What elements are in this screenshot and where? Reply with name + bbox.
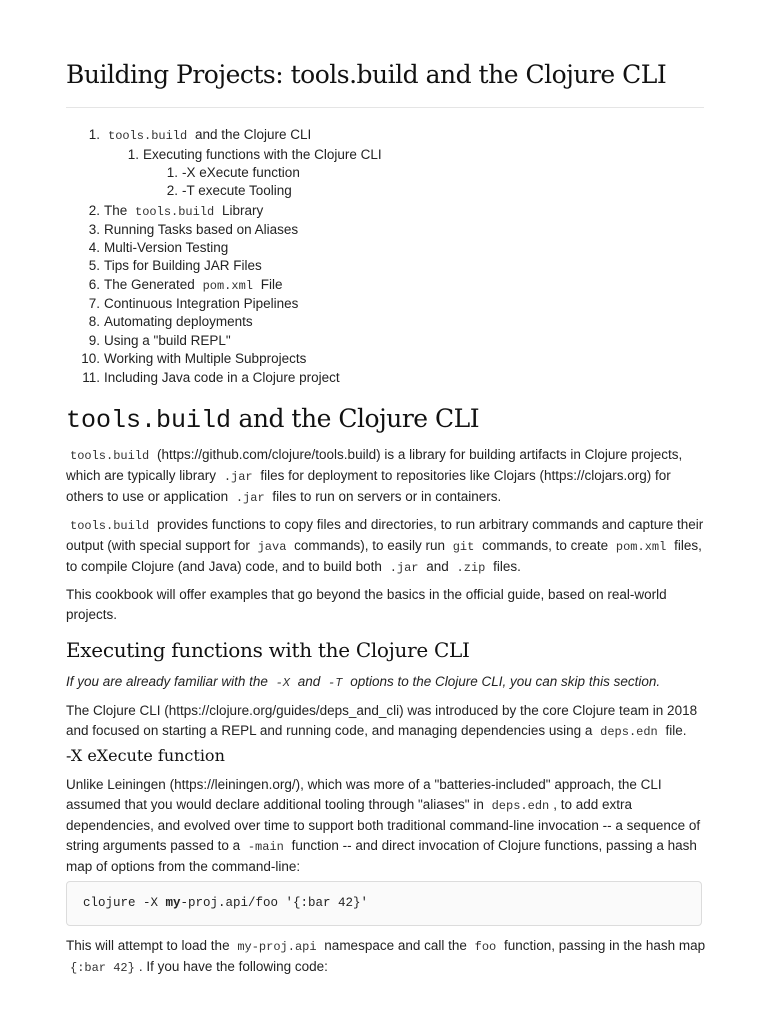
inline-code: foo [474,940,497,954]
inline-code: tools.build [70,519,150,533]
toc-item[interactable] [66,221,298,239]
paragraph-text: (https://github.com/clojure/tools.build) is a library for building artifacts in Clojure projects, which are typically library [66,447,683,483]
toc-item[interactable] [66,276,283,294]
toc-item-number: 1. [166,165,178,180]
toc-item-label: -X eXecute function [182,165,300,180]
toc-item-number: 9. [88,333,100,348]
toc-item-number: 2. [88,203,100,218]
paragraph [66,515,706,578]
toc-item[interactable] [144,182,292,200]
toc-item-number: 1. [127,147,139,162]
paragraph-text: If you are already familiar with the [66,674,272,689]
toc-item-number: 5. [88,258,100,273]
toc-item[interactable] [66,369,340,387]
paragraph [66,936,706,978]
paragraph-text: Unlike Leiningen (https://leiningen.org/), which was more of a "batteries-included" approach, the CLI assumed that you would declare additional tooling through "aliases" in [66,777,662,812]
toc-item-code: tools.build [108,129,188,143]
paragraph-text: and [422,559,453,574]
toc-item[interactable] [66,350,306,368]
paragraph-text: provides functions to copy files and directories, to run arbitrary commands and capture their output (with special support for [66,517,704,553]
paragraph [66,672,706,693]
paragraph [66,701,706,742]
toc-item-label: Working with Multiple Subprojects [104,351,307,366]
toc-item-label: Using a "build REPL" [104,333,231,348]
inline-code: java [257,540,287,554]
toc-item[interactable] [144,164,300,182]
paragraph-text: commands), to easily run [290,538,449,553]
paragraph-text: function -- and direct invocation of Clojure functions, passing a hash map of options from the command-line: [66,838,697,874]
toc-item-number: 2. [166,183,178,198]
toc-item[interactable] [66,126,311,144]
inline-code: tools.build [70,449,150,463]
toc-item[interactable] [66,239,228,257]
toc-item-label: The [104,203,132,218]
subsection-heading: -X eXecute function [66,746,225,765]
inline-code: my-proj.api [237,940,317,954]
heading-text: and the Clojure CLI [231,404,480,433]
code-block[interactable] [66,881,702,926]
paragraph-text: files for deployment to repositories like Clojars (https://clojars.org) for others to use or application [66,468,671,504]
toc-item-label: Executing functions with the Clojure CLI [143,147,382,162]
toc-item-code: pom.xml [202,279,253,293]
toc-item-number: 3. [88,222,100,237]
toc-item-label: Tips for Building JAR Files [104,258,262,273]
code-keyword: my [165,896,181,910]
code-line [83,896,368,910]
toc-item[interactable] [66,332,231,350]
heading-code: tools.build [66,406,232,435]
paragraph [66,445,706,508]
inline-code: git [452,540,475,554]
inline-code: pom.xml [615,540,667,554]
inline-code: -X [275,676,290,690]
toc-item-label: Including Java code in a Clojure project [104,370,340,385]
title-divider [66,107,704,108]
page-title: Building Projects: tools.build and the Clojure CLI [66,60,667,89]
toc-item-number: 6. [88,277,100,292]
paragraph-text: files to run on servers or in containers. [268,489,502,504]
paragraph-text: . If you have the following code: [138,959,328,974]
toc-item-label: and the Clojure CLI [191,127,312,142]
code-text: clojure -X [83,896,166,910]
paragraph-text: This will attempt to load the [66,938,234,953]
code-text: -proj.api/foo '{:bar 42}' [180,896,369,910]
toc-item-label: Automating deployments [104,314,253,329]
section-heading [66,404,479,435]
paragraph-text: function, passing in the hash map [500,938,706,953]
toc-item-label: Running Tasks based on Aliases [104,222,299,237]
toc-item-number: 7. [88,296,100,311]
toc-item-number: 11. [82,370,100,385]
toc-item[interactable] [66,257,262,275]
paragraph-text: commands, to create [478,538,612,553]
inline-code: deps.edn [491,799,550,813]
toc-item[interactable] [66,202,263,220]
toc-item-number: 8. [88,314,100,329]
toc-item[interactable] [66,295,298,313]
toc-item-number: 10. [81,351,100,366]
inline-code: {:bar 42} [70,961,135,975]
paragraph-text: file. [661,723,687,738]
toc-item-label: Library [218,203,264,218]
paragraph-text: options to the Clojure CLI, you can skip this section. [346,674,661,689]
inline-code: .jar [223,470,253,484]
toc-item-label: The Generated [104,277,199,292]
paragraph-text: The Clojure CLI (https://clojure.org/guides/deps_and_cli) was introduced by the core Clojure team in 2018 and focused on starting a REPL and running code, and managing dependencies using a [66,703,698,738]
toc-item-code: tools.build [135,205,215,219]
toc-item[interactable] [105,146,382,164]
inline-code: -T [328,676,343,690]
toc-item-label: File [256,277,283,292]
inline-code: .jar [389,561,419,575]
toc-item[interactable] [66,313,253,331]
inline-code: .jar [235,491,265,505]
paragraph-text: files. [489,559,521,574]
section-heading: Executing functions with the Clojure CLI [66,638,470,662]
inline-code: -main [247,840,284,854]
paragraph: This cookbook will offer examples that go beyond the basics in the official guide, based on real-world projects. [66,587,667,622]
paragraph [66,775,706,877]
paragraph-text: , to add extra dependencies, and evolved over time to support both traditional command-line invocation -- a sequence of string arguments passed to a [66,797,701,853]
paragraph-text: files, to compile Clojure (and Java) code, and to build both [66,538,702,574]
paragraph-text: and [294,674,325,689]
inline-code: .zip [456,561,486,575]
toc-item-label: Continuous Integration Pipelines [104,296,299,311]
paragraph-text: namespace and call the [320,938,471,953]
toc-item-number: 1. [88,127,100,142]
toc-item-number: 4. [88,240,100,255]
toc-item-label: Multi-Version Testing [104,240,229,255]
toc-item-label: -T execute Tooling [182,183,292,198]
inline-code: deps.edn [600,725,658,739]
